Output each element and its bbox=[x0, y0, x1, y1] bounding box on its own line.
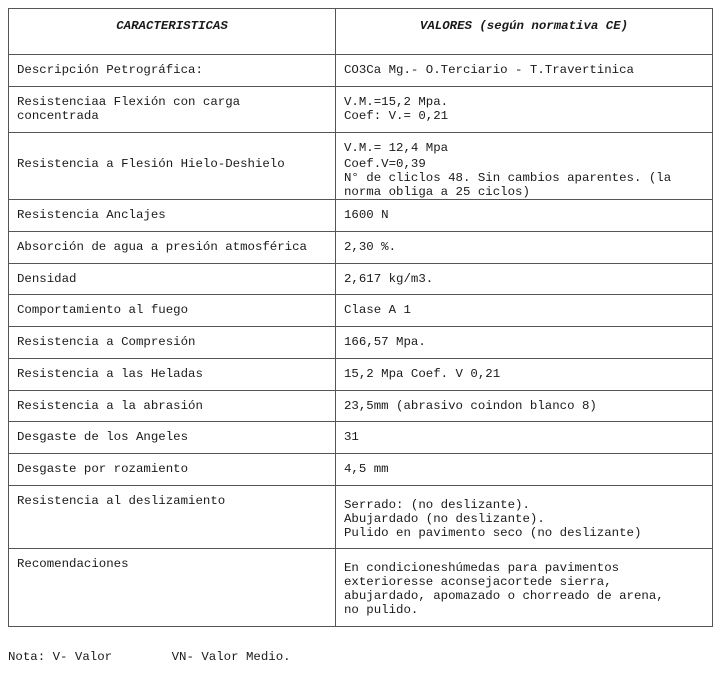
value-line: N° de cliclos 48. Sin cambios aparentes. (la bbox=[344, 171, 672, 185]
header-characteristics: CARACTERISTICAS bbox=[9, 9, 336, 55]
value-line: no pulido. bbox=[344, 603, 419, 617]
value-line: Abujardado (no deslizante). bbox=[344, 512, 545, 526]
value-line: 166,57 Mpa. bbox=[344, 335, 426, 349]
label-line: Descripción Petrográfica: bbox=[17, 63, 203, 77]
value-cell bbox=[336, 422, 713, 454]
label-line: Resistencia a Flesión Hielo-Deshielo bbox=[17, 157, 285, 171]
table-row bbox=[9, 486, 713, 549]
characteristic-label bbox=[9, 264, 336, 295]
value-cell bbox=[336, 327, 713, 359]
characteristic-label bbox=[9, 422, 336, 454]
value-cell bbox=[336, 549, 713, 627]
label-line: Resistencia a la abrasión bbox=[17, 399, 203, 413]
characteristic-label bbox=[9, 295, 336, 327]
label-line: Resistencia a las Heladas bbox=[17, 367, 203, 381]
value-line: 23,5mm (abrasivo coindon blanco 8) bbox=[344, 399, 597, 413]
value-line: Serrado: (no deslizante). bbox=[344, 498, 530, 512]
value-line: V.M.= 12,4 Mpa bbox=[344, 141, 449, 155]
characteristic-label bbox=[9, 232, 336, 264]
label-line: Resistencia Anclajes bbox=[17, 208, 166, 222]
value-line: exterioresse aconsejacortede sierra, bbox=[344, 575, 612, 589]
characteristic-label bbox=[9, 200, 336, 232]
value-cell bbox=[336, 264, 713, 295]
characteristic-label bbox=[9, 55, 336, 87]
value-line: 1600 N bbox=[344, 208, 389, 222]
label-line: Recomendaciones bbox=[17, 557, 129, 571]
label-line: Densidad bbox=[17, 272, 77, 286]
table-row bbox=[9, 454, 713, 486]
label-line: Resistencia al deslizamiento bbox=[17, 494, 226, 508]
value-line: V.M.=15,2 Mpa. bbox=[344, 95, 449, 109]
value-line: Clase A 1 bbox=[344, 303, 411, 317]
value-line: CO3Ca Mg.- O.Terciario - T.Travertinica bbox=[344, 63, 634, 77]
value-line: 4,5 mm bbox=[344, 462, 389, 476]
table-row bbox=[9, 87, 713, 133]
table-row bbox=[9, 391, 713, 422]
characteristic-label bbox=[9, 486, 336, 549]
value-cell bbox=[336, 232, 713, 264]
value-line: Coef: V.= 0,21 bbox=[344, 109, 449, 123]
table-row bbox=[9, 200, 713, 232]
table-header-row bbox=[9, 9, 713, 55]
table-row bbox=[9, 549, 713, 627]
characteristics-table bbox=[8, 8, 713, 627]
value-line: norma obliga a 25 ciclos) bbox=[344, 185, 530, 199]
table-row bbox=[9, 359, 713, 391]
table-row bbox=[9, 133, 713, 200]
label-line: Resistencia a Compresión bbox=[17, 335, 196, 349]
value-line: Coef.V=0,39 bbox=[344, 157, 426, 171]
characteristic-label bbox=[9, 327, 336, 359]
value-cell bbox=[336, 391, 713, 422]
characteristic-label bbox=[9, 454, 336, 486]
characteristic-label bbox=[9, 391, 336, 422]
value-cell bbox=[336, 87, 713, 133]
table-row bbox=[9, 422, 713, 454]
footnote-vn: VN- Valor Medio. bbox=[171, 650, 291, 664]
footnote-v: Nota: V- Valor bbox=[8, 650, 113, 664]
label-line: concentrada bbox=[17, 109, 99, 123]
value-line: 31 bbox=[344, 430, 359, 444]
value-cell bbox=[336, 486, 713, 549]
table-row bbox=[9, 55, 713, 87]
value-line: 15,2 Mpa Coef. V 0,21 bbox=[344, 367, 501, 381]
label-line: Absorción de agua a presión atmosférica bbox=[17, 240, 307, 254]
table-row bbox=[9, 232, 713, 264]
value-cell bbox=[336, 200, 713, 232]
value-line: 2,617 kg/m3. bbox=[344, 272, 434, 286]
label-line: Desgaste por rozamiento bbox=[17, 462, 189, 476]
label-line: Comportamiento al fuego bbox=[17, 303, 189, 317]
value-cell bbox=[336, 55, 713, 87]
table-row bbox=[9, 264, 713, 295]
header-values: VALORES (según normativa CE) bbox=[336, 9, 713, 55]
value-cell bbox=[336, 359, 713, 391]
value-line: En condicioneshúmedas para pavimentos bbox=[344, 561, 620, 575]
characteristic-label bbox=[9, 133, 336, 200]
value-line: Pulido en pavimento seco (no deslizante) bbox=[344, 526, 642, 540]
characteristic-label bbox=[9, 87, 336, 133]
characteristic-label bbox=[9, 549, 336, 627]
value-cell bbox=[336, 133, 713, 200]
table-row bbox=[9, 327, 713, 359]
value-cell bbox=[336, 295, 713, 327]
label-line: Resistenciaa Flexión con carga bbox=[17, 95, 241, 109]
table-row bbox=[9, 295, 713, 327]
value-cell bbox=[336, 454, 713, 486]
footnote bbox=[8, 650, 291, 664]
value-line: 2,30 %. bbox=[344, 240, 397, 254]
characteristic-label bbox=[9, 359, 336, 391]
value-line: abujardado, apomazado o chorreado de arena, bbox=[344, 589, 664, 603]
label-line: Desgaste de los Angeles bbox=[17, 430, 189, 444]
